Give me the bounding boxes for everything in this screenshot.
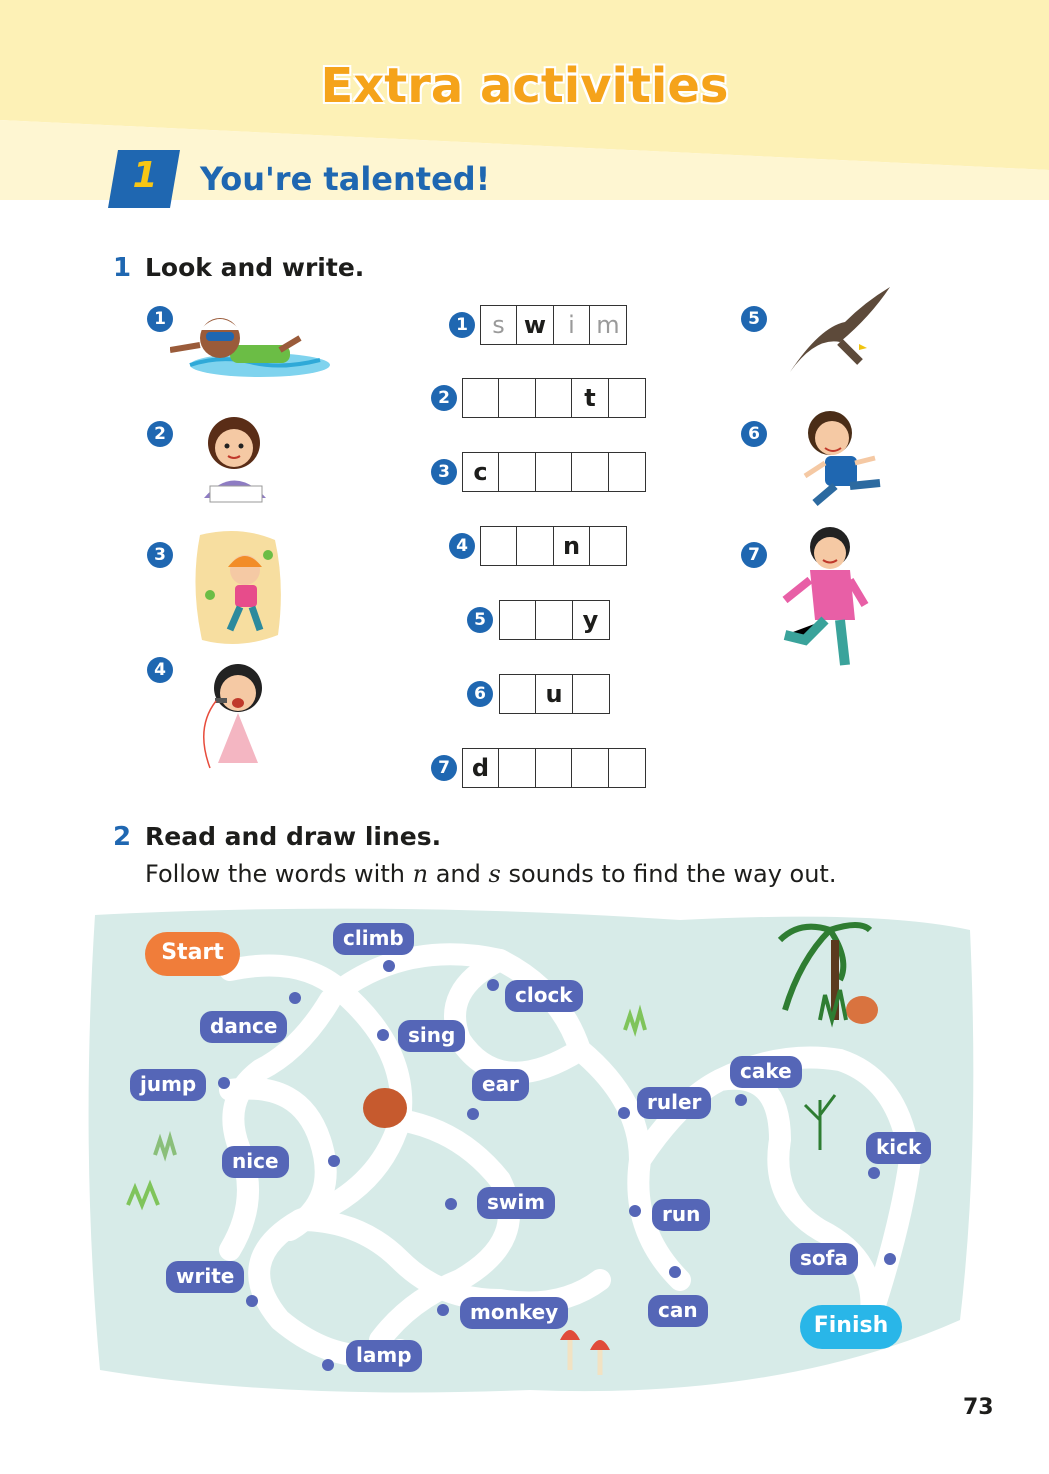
writing-girl-picture — [192, 408, 277, 508]
exercise-2-title: Read and draw lines. — [145, 822, 442, 851]
maze-word-sing: sing — [398, 1020, 465, 1052]
puzzle-label-6: 6 — [467, 681, 493, 707]
letter-box[interactable]: m — [589, 305, 627, 345]
letter-box[interactable] — [571, 452, 609, 492]
flying-eagle-picture — [785, 282, 895, 377]
maze-dot[interactable] — [669, 1266, 681, 1278]
letter-box[interactable] — [535, 452, 573, 492]
maze-word-write: write — [166, 1261, 244, 1293]
letter-box[interactable] — [589, 526, 627, 566]
maze-word-ruler: ruler — [637, 1087, 711, 1119]
letter-box[interactable] — [535, 378, 573, 418]
maze-word-jump: jump — [130, 1069, 206, 1101]
start-label: Start — [161, 940, 224, 965]
letter-box[interactable]: s — [480, 305, 518, 345]
letter-box[interactable] — [516, 526, 554, 566]
maze-dot[interactable] — [618, 1107, 630, 1119]
maze-dot[interactable] — [377, 1029, 389, 1041]
maze-dot[interactable] — [383, 960, 395, 972]
singing-girl-picture — [190, 658, 275, 778]
picture-label-1: 1 — [147, 306, 173, 332]
maze-dot[interactable] — [246, 1295, 258, 1307]
maze-word-sofa: sofa — [790, 1243, 858, 1275]
maze-word-clock: clock — [505, 980, 583, 1012]
maze-word-can: can — [648, 1295, 708, 1327]
letter-box[interactable]: t — [571, 378, 609, 418]
maze-dot[interactable] — [467, 1108, 479, 1120]
letter-box[interactable] — [462, 378, 500, 418]
instruction-part: Follow the words with — [145, 860, 413, 888]
climbing-girl-picture — [190, 525, 285, 650]
puzzle-label-7: 7 — [431, 755, 457, 781]
puzzle-6 — [500, 674, 610, 714]
puzzle-label-2: 2 — [431, 385, 457, 411]
maze-word-dance: dance — [200, 1011, 287, 1043]
letter-box[interactable] — [499, 674, 537, 714]
puzzle-label-3: 3 — [431, 459, 457, 485]
letter-box[interactable] — [608, 378, 646, 418]
letter-box[interactable] — [535, 600, 573, 640]
exercise-2-instruction — [145, 860, 836, 888]
letter-box[interactable] — [535, 748, 573, 788]
letter-box[interactable] — [480, 526, 518, 566]
instruction-part: and — [428, 860, 489, 888]
letter-box[interactable] — [572, 674, 610, 714]
letter-box[interactable]: c — [462, 452, 500, 492]
puzzle-label-1: 1 — [449, 312, 475, 338]
puzzle-1 — [481, 305, 627, 345]
maze-dot[interactable] — [868, 1167, 880, 1179]
puzzle-4 — [481, 526, 627, 566]
maze-word-run: run — [652, 1199, 710, 1231]
maze-word-nice: nice — [222, 1146, 289, 1178]
maze-word-climb: climb — [333, 923, 414, 955]
maze-dot[interactable] — [437, 1304, 449, 1316]
maze-dot[interactable] — [735, 1094, 747, 1106]
sound-n: n — [412, 860, 429, 888]
maze-word-monkey: monkey — [460, 1297, 568, 1329]
exercise-1-title: Look and write. — [145, 253, 365, 282]
maze-dot[interactable] — [289, 992, 301, 1004]
maze-word-kick: kick — [866, 1132, 931, 1164]
finish-label: Finish — [813, 1313, 889, 1338]
letter-box[interactable]: n — [553, 526, 591, 566]
letter-box[interactable]: d — [462, 748, 500, 788]
letter-box[interactable] — [608, 452, 646, 492]
sound-s: s — [488, 860, 501, 888]
maze-dot[interactable] — [629, 1205, 641, 1217]
exercise-2-number: 2 — [113, 822, 132, 852]
letter-box[interactable]: i — [553, 305, 591, 345]
picture-label-7: 7 — [741, 542, 767, 568]
maze-dot[interactable] — [487, 979, 499, 991]
picture-label-4: 4 — [147, 657, 173, 683]
puzzle-3 — [463, 452, 646, 492]
letter-box[interactable] — [498, 748, 536, 788]
page-title: Extra activities — [320, 58, 729, 114]
picture-label-3: 3 — [147, 542, 173, 568]
letter-box[interactable] — [498, 378, 536, 418]
letter-box[interactable] — [608, 748, 646, 788]
running-boy-picture — [795, 408, 910, 518]
letter-box[interactable] — [571, 748, 609, 788]
exercise-1-number: 1 — [113, 253, 132, 283]
unit-number: 1 — [132, 155, 158, 196]
letter-box[interactable]: y — [572, 600, 610, 640]
picture-label-5: 5 — [741, 306, 767, 332]
maze-word-cake: cake — [730, 1056, 802, 1088]
swimming-boy-picture — [170, 300, 330, 380]
letter-box[interactable] — [499, 600, 537, 640]
letter-box[interactable] — [498, 452, 536, 492]
maze-dot[interactable] — [322, 1359, 334, 1371]
instruction-part: sounds to find the way out. — [500, 860, 837, 888]
maze-word-ear: ear — [472, 1069, 529, 1101]
puzzle-2 — [463, 378, 646, 418]
page-number: 73 — [963, 1395, 994, 1420]
picture-label-6: 6 — [741, 421, 767, 447]
maze-word-lamp: lamp — [346, 1340, 422, 1372]
maze-dot[interactable] — [884, 1253, 896, 1265]
unit-title: You're talented! — [200, 160, 491, 198]
dancing-boy-picture — [775, 525, 870, 670]
letter-box[interactable]: w — [516, 305, 554, 345]
maze-word-swim: swim — [477, 1187, 555, 1219]
maze-dot[interactable] — [328, 1155, 340, 1167]
puzzle-label-4: 4 — [449, 533, 475, 559]
picture-label-2: 2 — [147, 421, 173, 447]
maze-dot[interactable] — [445, 1198, 457, 1210]
maze-dot[interactable] — [218, 1077, 230, 1089]
puzzle-5 — [500, 600, 610, 640]
puzzle-7 — [463, 748, 646, 788]
letter-box[interactable]: u — [535, 674, 573, 714]
puzzle-label-5: 5 — [467, 607, 493, 633]
